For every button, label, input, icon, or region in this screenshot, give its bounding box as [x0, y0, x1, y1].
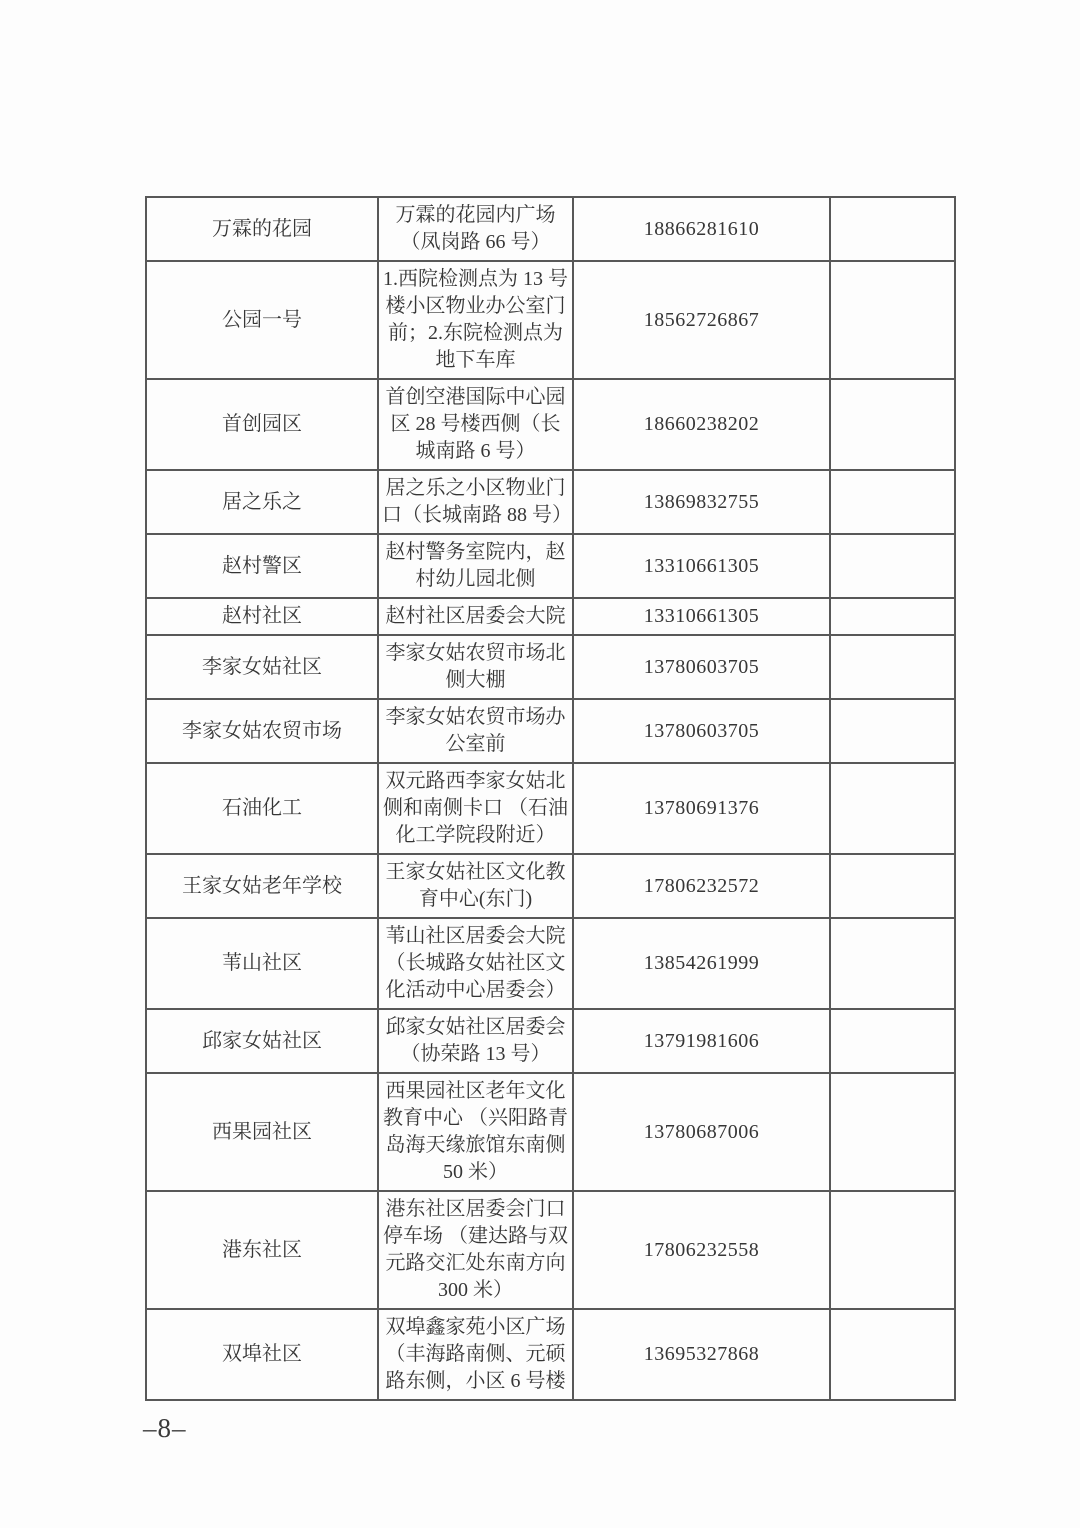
page-number: –8– [143, 1413, 187, 1443]
notes-cell [830, 1073, 955, 1191]
site-name-cell: 李家女姑农贸市场 [146, 699, 378, 763]
table-row [146, 918, 955, 1009]
site-name-cell: 石油化工 [146, 763, 378, 854]
notes-cell [830, 699, 955, 763]
table-row [146, 598, 955, 635]
phone-cell: 18866281610 [573, 197, 830, 261]
site-name-cell: 苇山社区 [146, 918, 378, 1009]
phone-cell: 13310661305 [573, 534, 830, 598]
phone-cell: 13310661305 [573, 598, 830, 635]
table-row [146, 763, 955, 854]
table-row [146, 1073, 955, 1191]
address-cell: 李家女姑农贸市场办公室前 [378, 699, 573, 763]
site-name-cell: 赵村社区 [146, 598, 378, 635]
notes-cell [830, 854, 955, 918]
site-name-cell: 首创园区 [146, 379, 378, 470]
phone-cell: 13854261999 [573, 918, 830, 1009]
address-cell: 居之乐之小区物业门口（长城南路 88 号） [378, 470, 573, 534]
notes-cell [830, 1309, 955, 1400]
table-row [146, 1191, 955, 1309]
address-cell: 李家女姑农贸市场北侧大棚 [378, 635, 573, 699]
address-cell: 港东社区居委会门口停车场 （建达路与双元路交汇处东南方向 300 米） [378, 1191, 573, 1309]
table-row [146, 534, 955, 598]
address-cell: 王家女姑社区文化教育中心(东门) [378, 854, 573, 918]
notes-cell [830, 918, 955, 1009]
address-cell: 首创空港国际中心园区 28 号楼西侧（长城南路 6 号） [378, 379, 573, 470]
address-cell: 双元路西李家女姑北侧和南侧卡口 （石油化工学院段附近） [378, 763, 573, 854]
table-row [146, 1309, 955, 1400]
site-name-cell: 万霖的花园 [146, 197, 378, 261]
testing-sites-table-container [145, 196, 938, 1401]
address-cell: 西果园社区老年文化教育中心 （兴阳路青岛海天缘旅馆东南侧 50 米） [378, 1073, 573, 1191]
notes-cell [830, 763, 955, 854]
phone-cell: 13780691376 [573, 763, 830, 854]
table-row [146, 1009, 955, 1073]
site-name-cell: 李家女姑社区 [146, 635, 378, 699]
notes-cell [830, 197, 955, 261]
notes-cell [830, 261, 955, 379]
notes-cell [830, 470, 955, 534]
site-name-cell: 邱家女姑社区 [146, 1009, 378, 1073]
table-row [146, 379, 955, 470]
site-name-cell: 公园一号 [146, 261, 378, 379]
site-name-cell: 双埠社区 [146, 1309, 378, 1400]
address-cell: 赵村社区居委会大院 [378, 598, 573, 635]
table-row [146, 854, 955, 918]
table-row [146, 699, 955, 763]
address-cell: 双埠鑫家苑小区广场（丰海路南侧、元硕路东侧，小区 6 号楼 [378, 1309, 573, 1400]
site-name-cell: 居之乐之 [146, 470, 378, 534]
notes-cell [830, 534, 955, 598]
notes-cell [830, 379, 955, 470]
table-row [146, 635, 955, 699]
phone-cell: 13780603705 [573, 635, 830, 699]
phone-cell: 13869832755 [573, 470, 830, 534]
testing-sites-table [145, 196, 956, 1401]
phone-cell: 17806232558 [573, 1191, 830, 1309]
table-row [146, 470, 955, 534]
phone-cell: 18660238202 [573, 379, 830, 470]
address-cell: 1.西院检测点为 13 号楼小区物业办公室门前；2.东院检测点为地下车库 [378, 261, 573, 379]
site-name-cell: 西果园社区 [146, 1073, 378, 1191]
address-cell: 万霖的花园内广场（凤岗路 66 号） [378, 197, 573, 261]
phone-cell: 13780603705 [573, 699, 830, 763]
notes-cell [830, 1009, 955, 1073]
site-name-cell: 港东社区 [146, 1191, 378, 1309]
phone-cell: 17806232572 [573, 854, 830, 918]
phone-cell: 13695327868 [573, 1309, 830, 1400]
address-cell: 赵村警务室院内，赵村幼儿园北侧 [378, 534, 573, 598]
phone-cell: 18562726867 [573, 261, 830, 379]
site-name-cell: 王家女姑老年学校 [146, 854, 378, 918]
notes-cell [830, 598, 955, 635]
table-row [146, 197, 955, 261]
table-row [146, 261, 955, 379]
phone-cell: 13780687006 [573, 1073, 830, 1191]
address-cell: 苇山社区居委会大院（长城路女姑社区文化活动中心居委会） [378, 918, 573, 1009]
address-cell: 邱家女姑社区居委会（协荣路 13 号） [378, 1009, 573, 1073]
notes-cell [830, 635, 955, 699]
site-name-cell: 赵村警区 [146, 534, 378, 598]
phone-cell: 13791981606 [573, 1009, 830, 1073]
notes-cell [830, 1191, 955, 1309]
